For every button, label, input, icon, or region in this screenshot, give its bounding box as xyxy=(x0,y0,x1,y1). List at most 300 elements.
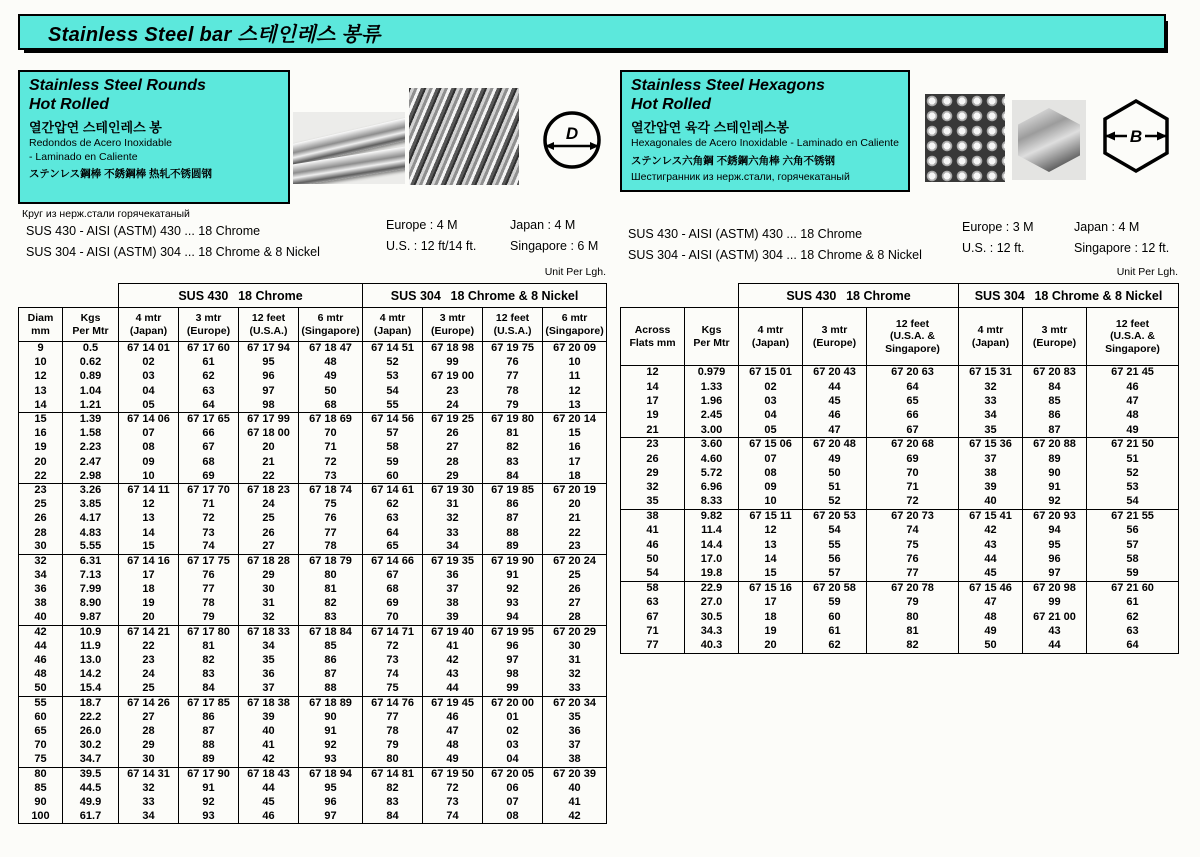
impa-code-cell: 49 xyxy=(959,625,1023,639)
impa-code-cell: 67 18 74 xyxy=(299,483,363,497)
impa-code-cell: 48 xyxy=(1087,409,1179,423)
impa-code-cell: 31 xyxy=(423,498,483,512)
table-row xyxy=(19,654,607,668)
impa-code-cell: 15 xyxy=(119,540,179,554)
table-row xyxy=(19,455,607,469)
impa-code-cell: 80 xyxy=(363,753,423,767)
diameter-label: D xyxy=(565,124,579,143)
weight-cell: 34.7 xyxy=(63,753,119,767)
weight-cell: 30.2 xyxy=(63,739,119,753)
impa-code-cell: 88 xyxy=(179,739,239,753)
impa-code-cell: 32 xyxy=(239,611,299,625)
impa-code-cell: 79 xyxy=(179,611,239,625)
impa-code-cell: 91 xyxy=(1023,481,1087,495)
impa-code-cell: 09 xyxy=(119,455,179,469)
impa-code-cell: 21 xyxy=(239,455,299,469)
impa-code-cell: 77 xyxy=(363,710,423,724)
circle-diameter-icon xyxy=(536,104,608,176)
impa-code-cell: 92 xyxy=(299,739,363,753)
column-header: 4 mtr (Japan) xyxy=(959,308,1023,366)
size-cell: 15 xyxy=(19,412,63,426)
length-japan: Japan : 4 M xyxy=(510,218,576,232)
impa-code-cell: 74 xyxy=(363,668,423,682)
impa-code-cell: 17 xyxy=(543,455,607,469)
impa-code-cell: 27 xyxy=(543,597,607,611)
table-row xyxy=(19,725,607,739)
size-cell: 26 xyxy=(621,452,685,466)
impa-code-cell: 67 19 80 xyxy=(483,412,543,426)
steel-hex-bar-graphic xyxy=(1018,108,1080,172)
impa-code-cell: 67 14 11 xyxy=(119,483,179,497)
impa-code-cell: 38 xyxy=(959,466,1023,480)
impa-code-cell: 67 20 53 xyxy=(803,509,867,523)
impa-code-cell: 62 xyxy=(803,639,867,653)
impa-code-cell: 81 xyxy=(483,427,543,441)
impa-code-cell: 67 xyxy=(363,569,423,583)
impa-code-cell: 82 xyxy=(867,639,959,653)
impa-code-cell: 42 xyxy=(543,810,607,824)
impa-code-cell: 13 xyxy=(739,538,803,552)
impa-code-cell: 82 xyxy=(299,597,363,611)
spec-line-sus430: SUS 430 - AISI (ASTM) 430 ... 18 Chrome xyxy=(26,224,261,238)
impa-code-cell: 67 14 26 xyxy=(119,696,179,710)
impa-code-cell: 01 xyxy=(483,710,543,724)
impa-code-cell: 73 xyxy=(423,796,483,810)
impa-code-cell: 40 xyxy=(239,725,299,739)
impa-code-cell: 67 20 43 xyxy=(803,366,867,380)
impa-code-cell: 03 xyxy=(119,370,179,384)
impa-code-cell: 67 20 05 xyxy=(483,767,543,781)
impa-code-cell: 08 xyxy=(483,810,543,824)
size-cell: 9 xyxy=(19,342,63,356)
impa-code-cell: 67 17 90 xyxy=(179,767,239,781)
impa-code-cell: 12 xyxy=(543,384,607,398)
size-cell: 30 xyxy=(19,540,63,554)
hexagons-info-box xyxy=(620,70,910,192)
impa-code-cell: 65 xyxy=(363,540,423,554)
impa-code-cell: 52 xyxy=(363,356,423,370)
table-row xyxy=(621,394,1179,408)
impa-code-cell: 67 20 39 xyxy=(543,767,607,781)
impa-code-cell: 67 18 98 xyxy=(423,342,483,356)
table-row xyxy=(19,384,607,398)
size-cell: 26 xyxy=(19,512,63,526)
impa-code-cell: 67 18 69 xyxy=(299,412,363,426)
impa-code-cell: 68 xyxy=(179,455,239,469)
size-cell: 46 xyxy=(19,654,63,668)
impa-code-cell: 39 xyxy=(239,710,299,724)
table-row xyxy=(19,668,607,682)
impa-code-cell: 58 xyxy=(363,441,423,455)
size-cell: 63 xyxy=(621,596,685,610)
weight-cell: 34.3 xyxy=(685,625,739,639)
impa-code-cell: 03 xyxy=(483,739,543,753)
impa-code-cell: 03 xyxy=(739,394,803,408)
impa-code-cell: 51 xyxy=(803,481,867,495)
column-header: 3 mtr (Europe) xyxy=(423,308,483,342)
impa-code-cell: 45 xyxy=(959,567,1023,581)
impa-code-cell: 63 xyxy=(1087,625,1179,639)
impa-code-cell: 34 xyxy=(959,409,1023,423)
impa-code-cell: 93 xyxy=(179,810,239,824)
table-row xyxy=(621,524,1179,538)
hexagons-table xyxy=(620,283,1179,654)
impa-code-cell: 70 xyxy=(299,427,363,441)
impa-code-cell: 67 19 90 xyxy=(483,554,543,568)
impa-code-cell: 77 xyxy=(867,567,959,581)
size-cell: 80 xyxy=(19,767,63,781)
impa-code-cell: 67 20 58 xyxy=(803,581,867,595)
table-row xyxy=(19,356,607,370)
length-singapore: Singapore : 12 ft. xyxy=(1074,241,1170,255)
impa-code-cell: 09 xyxy=(739,481,803,495)
weight-cell: 1.58 xyxy=(63,427,119,441)
impa-code-cell: 37 xyxy=(423,583,483,597)
table-row xyxy=(19,696,607,710)
impa-code-cell: 28 xyxy=(423,455,483,469)
impa-code-cell: 67 20 14 xyxy=(543,412,607,426)
impa-code-cell: 44 xyxy=(1023,639,1087,653)
impa-code-cell: 24 xyxy=(423,398,483,412)
size-cell: 22 xyxy=(19,469,63,483)
impa-code-cell: 67 21 60 xyxy=(1087,581,1179,595)
table-row xyxy=(19,796,607,810)
impa-code-cell: 67 20 19 xyxy=(543,483,607,497)
impa-code-cell: 86 xyxy=(483,498,543,512)
table-row xyxy=(621,538,1179,552)
impa-code-cell: 55 xyxy=(803,538,867,552)
weight-cell: 9.82 xyxy=(685,509,739,523)
impa-code-cell: 94 xyxy=(483,611,543,625)
impa-code-cell: 42 xyxy=(959,524,1023,538)
length-us: U.S. : 12 ft/14 ft. xyxy=(386,239,477,253)
weight-cell: 0.62 xyxy=(63,356,119,370)
impa-code-cell: 18 xyxy=(739,610,803,624)
impa-code-cell: 67 19 75 xyxy=(483,342,543,356)
impa-code-cell: 44 xyxy=(803,380,867,394)
impa-code-cell: 30 xyxy=(543,639,607,653)
impa-code-cell: 33 xyxy=(423,526,483,540)
weight-cell: 13.0 xyxy=(63,654,119,668)
impa-code-cell: 89 xyxy=(179,753,239,767)
impa-code-cell: 46 xyxy=(239,810,299,824)
impa-code-cell: 60 xyxy=(803,610,867,624)
impa-code-cell: 67 18 23 xyxy=(239,483,299,497)
impa-code-cell: 32 xyxy=(959,380,1023,394)
impa-code-cell: 86 xyxy=(299,654,363,668)
length-europe: Europe : 3 M xyxy=(962,220,1034,234)
rounds-korean-title: 열간압연 스테인레스 봉 xyxy=(29,119,162,135)
impa-code-cell: 24 xyxy=(239,498,299,512)
spec-line-sus430: SUS 430 - AISI (ASTM) 430 ... 18 Chrome xyxy=(628,227,863,241)
impa-code-cell: 77 xyxy=(483,370,543,384)
impa-code-cell: 92 xyxy=(483,583,543,597)
impa-code-cell: 72 xyxy=(179,512,239,526)
impa-code-cell: 67 19 45 xyxy=(423,696,483,710)
impa-code-cell: 91 xyxy=(483,569,543,583)
table-row xyxy=(19,767,607,781)
column-group-header: SUS 304 18 Chrome & 8 Nickel xyxy=(959,284,1179,308)
impa-code-cell: 67 20 29 xyxy=(543,625,607,639)
size-cell: 54 xyxy=(621,567,685,581)
impa-code-cell: 72 xyxy=(299,455,363,469)
table-row xyxy=(19,639,607,653)
impa-code-cell: 82 xyxy=(363,781,423,795)
impa-code-cell: 73 xyxy=(299,469,363,483)
impa-code-cell: 39 xyxy=(423,611,483,625)
impa-code-cell: 89 xyxy=(483,540,543,554)
impa-code-cell: 20 xyxy=(739,639,803,653)
impa-code-cell: 67 20 34 xyxy=(543,696,607,710)
weight-cell: 3.00 xyxy=(685,423,739,437)
rounds-cjk-line: ステンレス鋼棒 不銹鋼棒 热轧不锈圆钢 xyxy=(29,168,213,181)
table-row xyxy=(19,526,607,540)
impa-code-cell: 14 xyxy=(739,553,803,567)
impa-code-cell: 90 xyxy=(1023,466,1087,480)
impa-code-cell: 04 xyxy=(483,753,543,767)
impa-code-cell: 44 xyxy=(423,682,483,696)
impa-code-cell: 34 xyxy=(119,810,179,824)
weight-cell: 11.4 xyxy=(685,524,739,538)
size-cell: 44 xyxy=(19,639,63,653)
impa-code-cell: 55 xyxy=(363,398,423,412)
weight-cell: 4.83 xyxy=(63,526,119,540)
column-header: 6 mtr (Singapore) xyxy=(299,308,363,342)
weight-cell: 5.72 xyxy=(685,466,739,480)
impa-code-cell: 70 xyxy=(363,611,423,625)
hexagons-korean-title: 열간압연 육각 스테인레스봉 xyxy=(631,119,789,135)
impa-code-cell: 67 19 85 xyxy=(483,483,543,497)
impa-code-cell: 59 xyxy=(1087,567,1179,581)
impa-code-cell: 81 xyxy=(867,625,959,639)
table-row xyxy=(19,370,607,384)
unit-note: Unit Per Lgh. xyxy=(544,266,606,278)
impa-code-cell: 22 xyxy=(119,639,179,653)
impa-code-cell: 56 xyxy=(803,553,867,567)
impa-code-cell: 40 xyxy=(543,781,607,795)
impa-code-cell: 69 xyxy=(179,469,239,483)
column-header: 4 mtr (Japan) xyxy=(363,308,423,342)
impa-code-cell: 67 20 78 xyxy=(867,581,959,595)
weight-cell: 27.0 xyxy=(685,596,739,610)
impa-code-cell: 67 18 33 xyxy=(239,625,299,639)
rounds-photo-bundle xyxy=(409,88,519,185)
impa-code-cell: 46 xyxy=(803,409,867,423)
impa-code-cell: 67 18 43 xyxy=(239,767,299,781)
impa-code-cell: 96 xyxy=(239,370,299,384)
impa-code-cell: 60 xyxy=(363,469,423,483)
size-cell: 38 xyxy=(19,597,63,611)
unit-note: Unit Per Lgh. xyxy=(1116,266,1178,278)
table-row xyxy=(621,423,1179,437)
weight-cell: 22.2 xyxy=(63,710,119,724)
impa-code-cell: 10 xyxy=(543,356,607,370)
impa-code-cell: 96 xyxy=(299,796,363,810)
impa-code-cell: 95 xyxy=(299,781,363,795)
weight-cell: 0.979 xyxy=(685,366,739,380)
table-row xyxy=(621,553,1179,567)
impa-code-cell: 67 19 25 xyxy=(423,412,483,426)
impa-code-cell: 67 17 60 xyxy=(179,342,239,356)
hexagons-photo-bar xyxy=(1012,100,1086,180)
impa-code-cell: 87 xyxy=(483,512,543,526)
impa-code-cell: 33 xyxy=(119,796,179,810)
column-header: 12 feet (U.S.A.) xyxy=(483,308,543,342)
weight-cell: 2.23 xyxy=(63,441,119,455)
impa-code-cell: 38 xyxy=(543,753,607,767)
weight-cell: 22.9 xyxy=(685,581,739,595)
impa-code-cell: 32 xyxy=(119,781,179,795)
impa-code-cell: 98 xyxy=(483,668,543,682)
impa-code-cell: 35 xyxy=(543,710,607,724)
size-cell: 34 xyxy=(19,569,63,583)
impa-code-cell: 62 xyxy=(179,370,239,384)
impa-code-cell: 83 xyxy=(483,455,543,469)
size-cell: 23 xyxy=(19,483,63,497)
impa-code-cell: 78 xyxy=(179,597,239,611)
table-row xyxy=(621,437,1179,451)
impa-code-cell: 05 xyxy=(119,398,179,412)
weight-cell: 11.9 xyxy=(63,639,119,653)
weight-cell: 8.90 xyxy=(63,597,119,611)
impa-code-cell: 82 xyxy=(179,654,239,668)
impa-code-cell: 15 xyxy=(543,427,607,441)
impa-code-cell: 38 xyxy=(423,597,483,611)
impa-code-cell: 96 xyxy=(1023,553,1087,567)
impa-code-cell: 44 xyxy=(239,781,299,795)
hexagons-specs xyxy=(628,224,922,266)
table-row xyxy=(19,512,607,526)
impa-code-cell: 02 xyxy=(483,725,543,739)
impa-code-cell: 07 xyxy=(483,796,543,810)
impa-code-cell: 90 xyxy=(299,710,363,724)
table-row xyxy=(19,483,607,497)
impa-code-cell: 13 xyxy=(119,512,179,526)
weight-cell: 61.7 xyxy=(63,810,119,824)
size-cell: 48 xyxy=(19,668,63,682)
weight-cell: 2.45 xyxy=(685,409,739,423)
impa-code-cell: 67 17 80 xyxy=(179,625,239,639)
impa-code-cell: 53 xyxy=(363,370,423,384)
impa-code-cell: 67 14 71 xyxy=(363,625,423,639)
impa-code-cell: 49 xyxy=(423,753,483,767)
impa-code-cell: 67 18 94 xyxy=(299,767,363,781)
size-cell: 12 xyxy=(19,370,63,384)
impa-code-cell: 32 xyxy=(423,512,483,526)
impa-code-cell: 67 20 83 xyxy=(1023,366,1087,380)
table-row xyxy=(621,481,1179,495)
impa-code-cell: 67 18 00 xyxy=(239,427,299,441)
impa-code-cell: 84 xyxy=(1023,380,1087,394)
weight-cell: 18.7 xyxy=(63,696,119,710)
impa-code-cell: 04 xyxy=(739,409,803,423)
weight-cell: 1.33 xyxy=(685,380,739,394)
impa-code-cell: 83 xyxy=(179,668,239,682)
impa-code-cell: 97 xyxy=(483,654,543,668)
impa-code-cell: 76 xyxy=(867,553,959,567)
rounds-photo-bars xyxy=(293,112,405,184)
impa-code-cell: 67 15 11 xyxy=(739,509,803,523)
size-cell: 90 xyxy=(19,796,63,810)
size-cell: 14 xyxy=(621,380,685,394)
impa-code-cell: 43 xyxy=(1023,625,1087,639)
table-row xyxy=(621,610,1179,624)
impa-code-cell: 86 xyxy=(1023,409,1087,423)
impa-code-cell: 80 xyxy=(299,569,363,583)
table-row xyxy=(19,739,607,753)
size-cell: 21 xyxy=(621,423,685,437)
impa-code-cell: 92 xyxy=(1023,495,1087,509)
impa-code-cell: 22 xyxy=(543,526,607,540)
impa-code-cell: 67 14 61 xyxy=(363,483,423,497)
impa-code-cell: 28 xyxy=(119,725,179,739)
impa-code-cell: 83 xyxy=(299,611,363,625)
table-row xyxy=(621,452,1179,466)
impa-code-cell: 48 xyxy=(299,356,363,370)
impa-code-cell: 72 xyxy=(867,495,959,509)
impa-code-cell: 47 xyxy=(423,725,483,739)
impa-code-cell: 78 xyxy=(363,725,423,739)
impa-code-cell: 46 xyxy=(1087,380,1179,394)
impa-code-cell: 67 21 00 xyxy=(1023,610,1087,624)
hexagons-spanish-line: Hexagonales de Acero Inoxidable - Laminado en Caliente xyxy=(631,136,899,149)
impa-code-cell: 91 xyxy=(299,725,363,739)
impa-code-cell: 63 xyxy=(179,384,239,398)
impa-code-cell: 53 xyxy=(1087,481,1179,495)
weight-cell: 3.60 xyxy=(685,437,739,451)
impa-code-cell: 67 14 66 xyxy=(363,554,423,568)
impa-code-cell: 67 17 75 xyxy=(179,554,239,568)
impa-code-cell: 11 xyxy=(543,370,607,384)
hexagons-subtitle: Hot Rolled xyxy=(631,95,711,113)
impa-code-cell: 15 xyxy=(739,567,803,581)
impa-code-cell: 22 xyxy=(239,469,299,483)
rounds-russian-caption: Круг из нерж.стали горячекатаный xyxy=(22,208,190,220)
impa-code-cell: 23 xyxy=(119,654,179,668)
weight-cell: 1.39 xyxy=(63,412,119,426)
column-group-header: SUS 304 18 Chrome & 8 Nickel xyxy=(363,284,607,308)
length-japan: Japan : 4 M xyxy=(1074,220,1140,234)
hexagons-length-info xyxy=(962,220,1169,255)
hexagons-russian-line: Шестигранник из нерж.стали, горячекатаный xyxy=(631,170,850,183)
impa-code-cell: 94 xyxy=(1023,524,1087,538)
size-cell: 75 xyxy=(19,753,63,767)
table-row xyxy=(19,611,607,625)
impa-code-cell: 52 xyxy=(1087,466,1179,480)
table-row xyxy=(621,581,1179,595)
column-header: 12 feet (U.S.A. & Singapore) xyxy=(1087,308,1179,366)
impa-code-cell: 67 21 45 xyxy=(1087,366,1179,380)
impa-code-cell: 17 xyxy=(119,569,179,583)
table-row xyxy=(621,466,1179,480)
table-row xyxy=(19,342,607,356)
impa-code-cell: 87 xyxy=(1023,423,1087,437)
impa-code-cell: 12 xyxy=(739,524,803,538)
impa-code-cell: 67 18 28 xyxy=(239,554,299,568)
impa-code-cell: 79 xyxy=(483,398,543,412)
length-us: U.S. : 12 ft. xyxy=(962,241,1025,255)
impa-code-cell: 84 xyxy=(483,469,543,483)
impa-code-cell: 67 15 06 xyxy=(739,437,803,451)
impa-code-cell: 87 xyxy=(299,668,363,682)
weight-cell: 4.17 xyxy=(63,512,119,526)
impa-code-cell: 75 xyxy=(363,682,423,696)
impa-code-cell: 26 xyxy=(543,583,607,597)
impa-code-cell: 74 xyxy=(179,540,239,554)
impa-code-cell: 69 xyxy=(363,597,423,611)
impa-code-cell: 50 xyxy=(803,466,867,480)
impa-code-cell: 20 xyxy=(239,441,299,455)
